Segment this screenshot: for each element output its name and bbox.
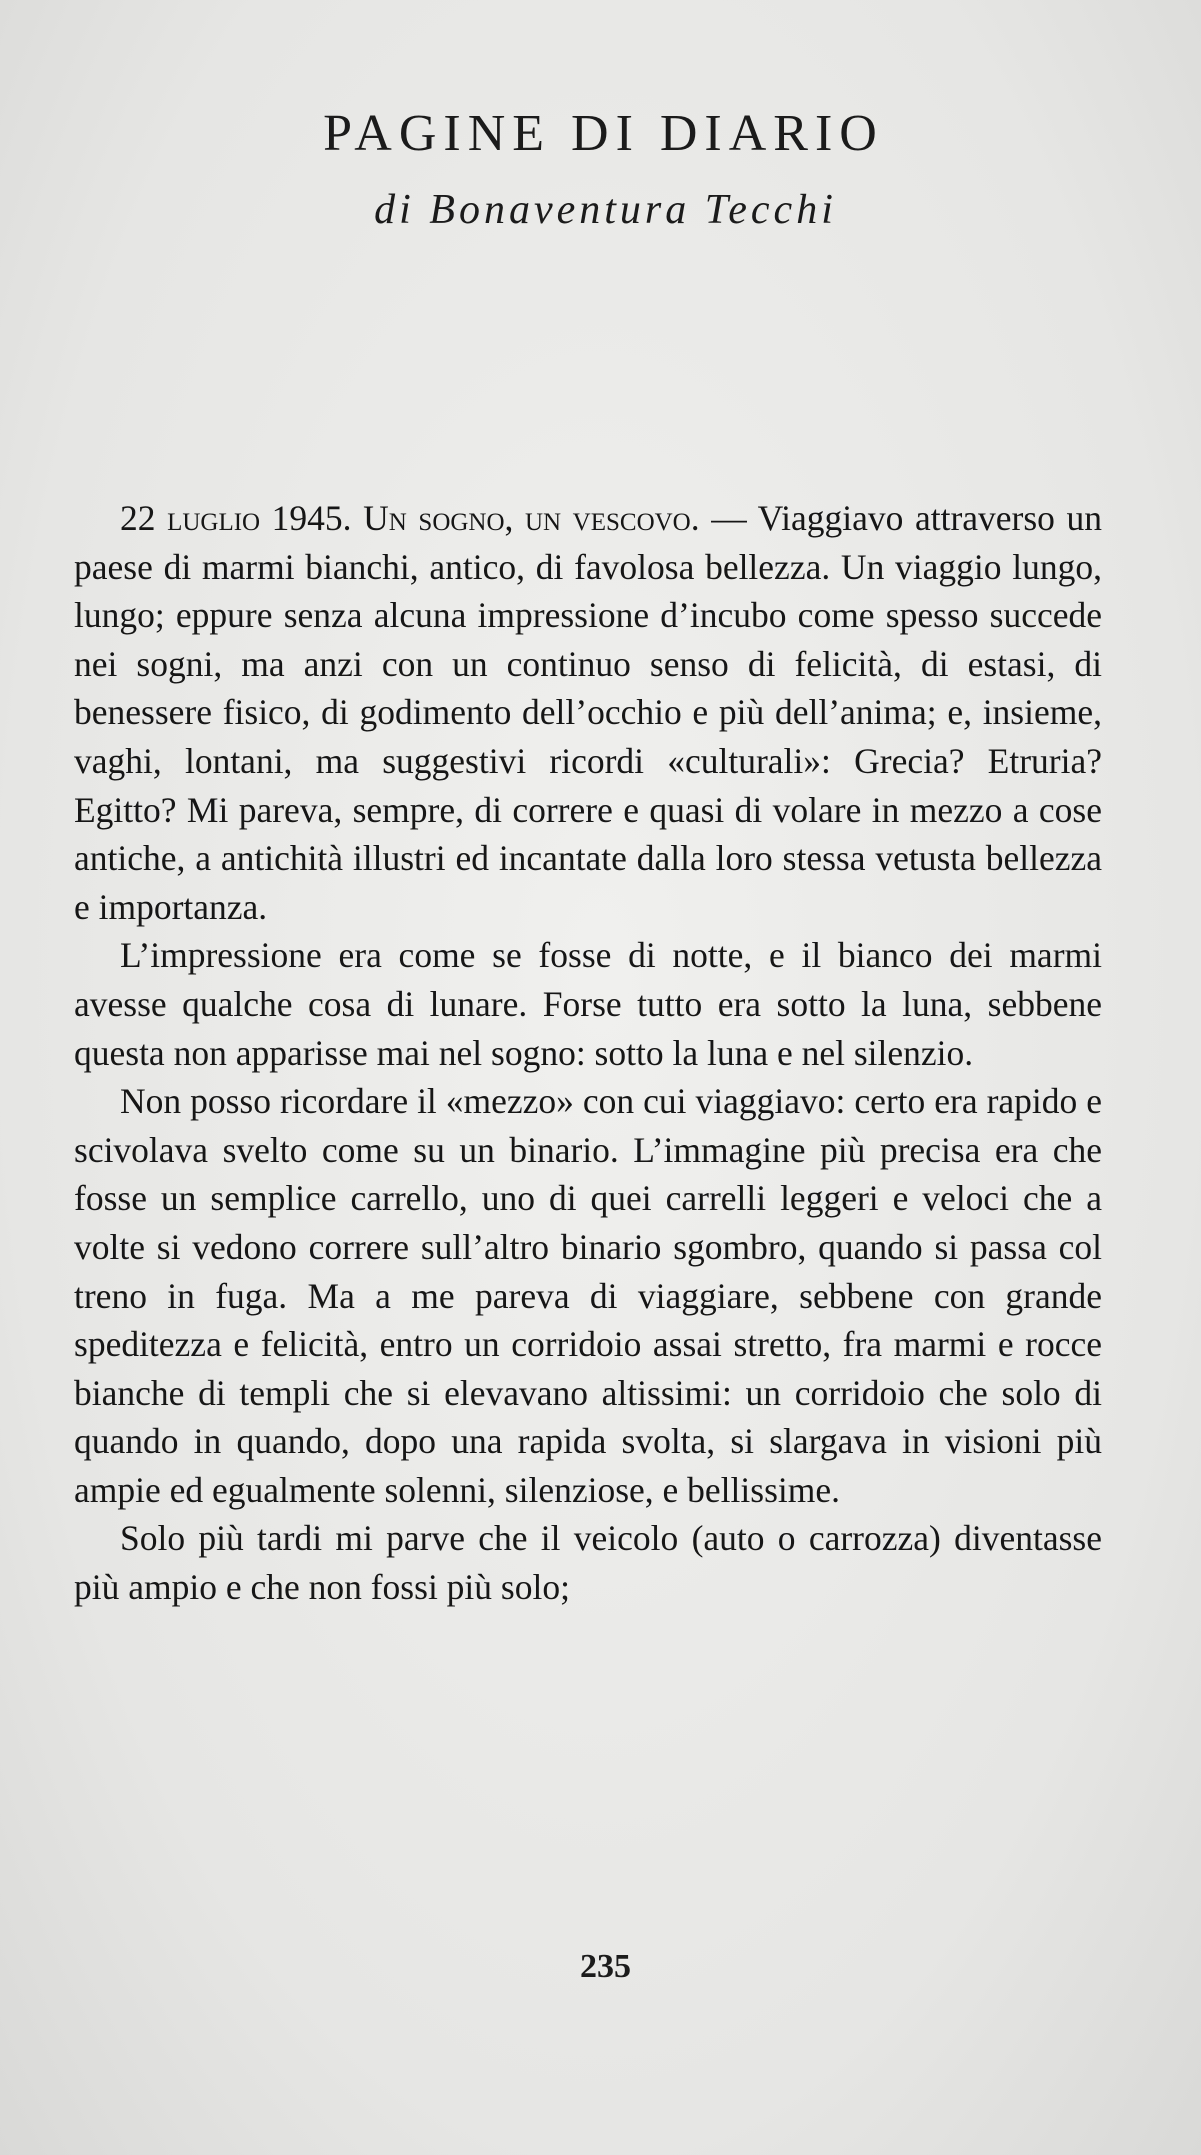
entry-heading: Un sogno, un vescovo. [363, 498, 700, 538]
paragraph-3: Non posso ricordare il «mezzo» con cui viaggiavo: certo era rapido e scivolava svelto come su un binario. L’immagine più precisa era che fosse un semplice carrello, uno di quei carrelli leggeri e veloci che a volte si vedono correre sull’altro binario sgombro, quando si passa col treno in fuga. Ma a me pareva di viaggiare, sebbene con grande speditezza e felicità, entro un corridoio assai stretto, fra marmi e rocce bianche di templi che si elevavano altissimi: un corridoio che solo di quando in quando, dopo una rapida svolta, si slargava in visioni più ampie ed egualmente solenni, silenziose, e bellissime. [74, 1081, 1102, 1510]
paragraph-1 [74, 494, 1102, 931]
page-number: 235 [580, 1948, 631, 1985]
entry-dash: — [699, 498, 758, 538]
diary-body [74, 494, 1102, 1612]
author-byline: di Bonaventura Tecchi [374, 187, 837, 233]
page-title: PAGINE DI DIARIO [323, 105, 884, 162]
entry-date: 22 luglio 1945. [120, 498, 352, 538]
paragraph-4: Solo più tardi mi parve che il veicolo (auto o carrozza) diventasse più ampio e che non fossi più solo; [74, 1518, 1102, 1608]
paragraph-text: Viaggiavo attraverso un paese di marmi bianchi, antico, di favolosa bellezza. Un viaggio lungo, lungo; eppure senza alcuna impressione d’incubo come spesso succede nei sogni, ma anzi con un continuo senso di felicità, di estasi, di benessere fisico, di godimento dell’occhio e più dell’anima; e, insieme, vaghi, lontani, ma suggestivi ricordi «culturali»: Grecia? Etruria? Egitto? Mi pareva, sempre, di correre e quasi di volare in mezzo a cose antiche, a antichità illustri ed incantate dalla loro stessa vetusta bellezza e importanza. [74, 498, 1102, 927]
paragraph-2: L’impressione era come se fosse di notte, e il bianco dei marmi avesse qualche cosa di lunare. Forse tutto era sotto la luna, sebbene questa non apparisse mai nel sogno: sotto la luna e nel silenzio. [74, 935, 1102, 1073]
